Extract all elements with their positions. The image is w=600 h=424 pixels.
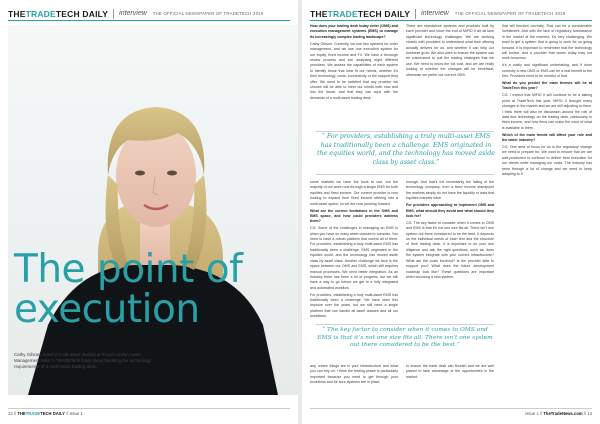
interview-question: For providers approaching to implement OMS and EMS, what should they avoid and what should they look for? — [406, 203, 494, 218]
article-paragraph: CG: One area of focus for us is the regulatory change we need to prepare for. We want to ensure that we are well-positioned to continue to deliver best execution for our clients while managing our costs. The industry has been through a lot of change and we need to keep adapting to it. — [502, 145, 592, 177]
article-paragraph: that will function correctly. That can be a considerable investment. And with the lack of regulatory forbearance in the market at the moment, it’s very challenging. We want to get a system that is going to work for us going forward. It is important to remember that the technology will evolve, and a provider that works today may not work tomorrow. — [502, 24, 592, 61]
header-divider — [415, 9, 416, 19]
issue-label: issue 1 — [525, 411, 539, 416]
pull-quote-rule — [316, 174, 494, 175]
header-tagline: THE OFFICIAL NEWSPAPER OF TRADETECH 2019 — [152, 11, 264, 16]
interview-question: Which of the main trends will affect your role and the wider industry? — [502, 132, 592, 143]
article-paragraph: CG: The key factor to consider when it comes to OMS and EMS is that it’s not one size fits all. There isn’t one system out there considered to be the best. It depends on the individual needs of each firm and the structure of their trading desk. It is important to do your due diligence and ask the right questions, such as: does the system integrate with your current infrastructure? What are the costs involved? Is the provider able to support you? What does the future development roadmap look like? These questions are important when choosing a new system. — [406, 220, 494, 279]
article-paragraph: There are standalone systems and products built by each provider and since the end of MiFID II we all face significant technology challenges. We are working closely with providers to understand what their offering actually delivers for us, and whether it can help our business grow. We also want to ensure the system can be customised to suit the trading strategies that we use. We need to know the full cost, and we are really looking at whether the changes will be beneficial, otherwise we prefer our current OMS. — [406, 24, 494, 77]
article-column-2 — [406, 24, 494, 128]
photo-caption: Cathy Gibson, head of multi-asset dealing at Royal London Asset Management talks to TRADETech Daily about handling the technology requirements of a multi-asset trading desk. — [14, 352, 151, 369]
pull-quote-1: “ For providers, establishing a truly multi-asset EMS has traditionally been a challenge. EMS originated in the equities world, and the technology has moved aside class by asset class.” — [317, 133, 495, 166]
pull-quote-2: “ The key factor to consider when it comes to OMS and EMS is that it’s not one size fits all. There isn’t one system out there considered to be the best.” — [317, 327, 493, 349]
page-number: 12 — [8, 411, 13, 416]
interview-question: What do you predict the main themes will be at TradeTech this year? — [502, 81, 592, 91]
interview-question: How does your trading desk today order (OMS) and execution management systems (EMS) to manage its increasingly complex trading landscape? — [310, 24, 398, 39]
brand-logo: THETRADETECH DAILY — [8, 9, 109, 19]
article-paragraph: some markets we have the tools to use, but the majority of our work runs through a single EMS for both equities and fixed income. Our current provider is now looking to expand their fixed income offering into a multi-asset space, so we are now pushing forward. — [310, 180, 398, 206]
left-footer: 12 // THETRADETECH DAILY // issue 1 — [8, 408, 290, 418]
portrait-photo — [8, 25, 298, 395]
issue-label: // issue 1 — [66, 411, 83, 416]
article-paragraph: to ensure the trade desk can flourish and we are well placed to take advantage of the opportunities in the market. — [406, 364, 494, 379]
article-column-4 — [310, 180, 398, 320]
section-label: interview — [421, 10, 449, 17]
article-column-6 — [310, 364, 398, 402]
article-paragraph: enough. And that’s not necessarily the failing of the technology company; from a fixed income standpoint the markets simply do not have the liquidity or data that equities markets have. — [406, 180, 494, 201]
section-label: interview — [119, 10, 147, 17]
header-tagline: THE OFFICIAL NEWSPAPER OF TRADETECH 2019 — [454, 11, 566, 16]
right-page — [302, 0, 600, 424]
article-column-5 — [406, 180, 494, 320]
article-paragraph: CG: Some of the challenges in managing an EMS is when you have so many asset classes to consider. You need to have a robust platform that covers all of them. For providers, establishing a truly multi-asset EMS has traditionally been a challenge. EMS originated in the equities world, and the technology has moved aside class by asset class. Another challenge we face is the space between our OMS and EMS, which still requires manual processes. We need better integration. As an industry there has been a lot of progress, but we still have a way to go before we get to a fully integrated and automated workflow. — [310, 226, 398, 290]
right-footer: issue 1 // TheTradeNews.com // 13 — [310, 408, 592, 418]
article-column-7 — [406, 364, 494, 402]
footer-brand: THETRADETECH DAILY — [17, 411, 65, 416]
article-headline — [14, 247, 243, 332]
article-paragraph: any, where things are in your infrastructure and what you can rely on. I think the testing phase is particularly important because you need to get through your workflows and be sure systems are in place. — [310, 364, 398, 385]
article-paragraph: CG: I expect that MiFID II will continue to be a talking point at TradeTech this year. MiFID II brought many changes in the market and we are still adjusting to them. I think there will also be discussion around the role of data and technology on the trading desk, particularly in fixed income, and how firms can make the most of what is available to them. — [502, 93, 592, 130]
article-paragraph: It’s a costly and significant undertaking, and if done correctly a new OMS or EMS can be a real benefit to the firm. Providers need to be mindful of that. — [502, 63, 592, 79]
right-header — [310, 6, 592, 21]
left-page — [0, 0, 298, 424]
pull-quote-rule — [316, 324, 494, 325]
headline-line-1: The point of — [14, 247, 243, 292]
article-paragraph: Cathy Gibson: Currently, we use two systems for order management, and we use one execution system for our equity, fixed income and FX. We have a thorough review process and are analysing eight different providers. We assess the capabilities of each system to identify those that best fit our needs, whether it’s their technology, costs, connectivity or the support they offer. We need to be satisfied that any provider we choose will be able to meet our needs both now and into the future, and that they can cope with the demands of a multi-asset trading desk. — [310, 41, 398, 100]
headline-line-2: execution — [14, 287, 200, 332]
article-paragraph: For providers, establishing a truly multi-asset EMS has traditionally been a challenge. We have seen this improve over the years, but we still need a single platform that can handle all asset classes and all our workflows. — [310, 292, 398, 319]
website-link[interactable]: TheTradeNews.com — [543, 411, 583, 416]
left-header — [8, 6, 290, 21]
header-divider — [113, 9, 114, 19]
brand-logo: THETRADETECH DAILY — [310, 9, 411, 19]
article-column-3 — [502, 24, 592, 402]
page-number: // 13 — [583, 411, 592, 416]
interview-question: What are the current limitations in the OMS and EMS space, and how could providers address them? — [310, 208, 398, 224]
article-column-1 — [310, 24, 398, 128]
pull-quote-rule — [316, 131, 494, 132]
